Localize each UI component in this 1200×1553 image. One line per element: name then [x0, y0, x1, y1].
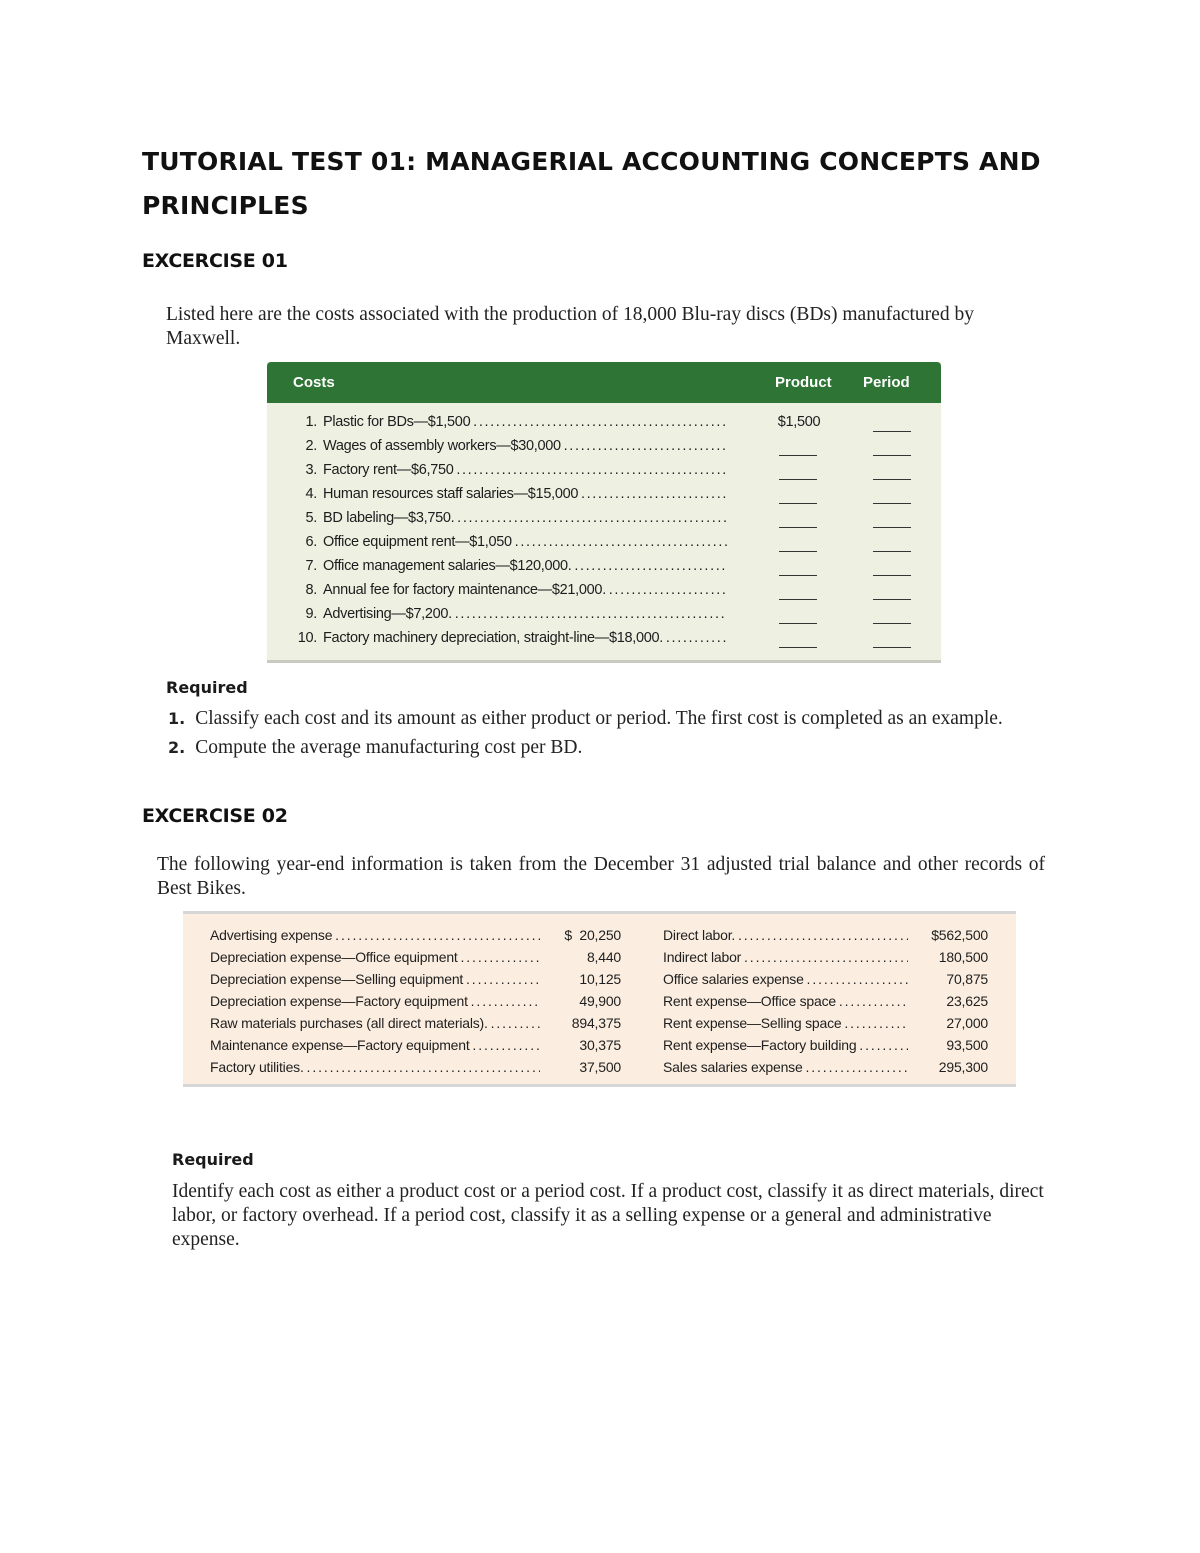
cost-label: Factory rent—$6,750 . . .	[323, 462, 727, 478]
account-label: Depreciation expense—Office equipment . . .	[210, 949, 540, 965]
table-row	[183, 1034, 1016, 1056]
account-amount: $ 20,250	[564, 927, 621, 943]
account-label: Sales salaries expense . . .	[663, 1059, 908, 1075]
row-number: 2.	[305, 438, 317, 454]
period-blank	[873, 599, 911, 600]
account-amount: 23,625	[946, 993, 988, 1009]
account-label: Rent expense—Office space . . .	[663, 993, 908, 1009]
cost-classification-table	[267, 362, 941, 663]
page-title: TUTORIAL TEST 01: MANAGERIAL ACCOUNTING CONCEPTS AND PRINCIPLES	[142, 147, 1041, 220]
account-amount: 49,900	[579, 993, 621, 1009]
required-item-number: 2.	[168, 738, 186, 757]
table-row	[267, 459, 941, 483]
table-row	[267, 603, 941, 627]
table-row	[267, 555, 941, 579]
table-row	[267, 435, 941, 459]
required-item-1	[168, 708, 1003, 730]
row-number: 7.	[305, 558, 317, 574]
exercise-1-heading: EXCERCISE 01	[142, 250, 288, 272]
cost-label: Annual fee for factory maintenance—$21,000. . . .	[323, 582, 727, 598]
table-row	[183, 924, 1016, 946]
account-label: Raw materials purchases (all direct materials). . . .	[210, 1015, 540, 1031]
period-blank	[873, 455, 911, 456]
period-blank	[873, 623, 911, 624]
period-blank	[873, 431, 911, 432]
account-amount: 8,440	[586, 949, 621, 965]
table-row	[183, 1056, 1016, 1078]
period-blank	[873, 575, 911, 576]
account-label: Depreciation expense—Selling equipment . . .	[210, 971, 540, 987]
row-number: 8.	[305, 582, 317, 598]
account-amount: 70,875	[946, 971, 988, 987]
col-product: Product	[775, 374, 832, 391]
table-row	[183, 968, 1016, 990]
table-row	[183, 1012, 1016, 1034]
cost-label: Office equipment rent—$1,050 . . .	[323, 534, 727, 550]
product-blank	[779, 503, 817, 504]
exercise-2-intro: The following year-end information is taken from the December 31 adjusted trial balance and other records of Best Bikes.	[157, 854, 1045, 899]
account-amount: 10,125	[579, 971, 621, 987]
cost-label: Factory machinery depreciation, straight-line—$18,000. . . .	[323, 630, 727, 646]
row-number: 4.	[305, 486, 317, 502]
row-number: 3.	[305, 462, 317, 478]
cost-label: Human resources staff salaries—$15,000 . . .	[323, 486, 727, 502]
table-row	[183, 990, 1016, 1012]
table-row	[267, 507, 941, 531]
table-row	[267, 483, 941, 507]
product-blank	[779, 455, 817, 456]
cost-label: Advertising—$7,200. . . .	[323, 606, 727, 622]
row-number: 9.	[305, 606, 317, 622]
account-label: Rent expense—Selling space . . .	[663, 1015, 908, 1031]
period-blank	[873, 527, 911, 528]
account-label: Advertising expense . . .	[210, 927, 540, 943]
cost-label: Wages of assembly workers—$30,000 . . .	[323, 438, 727, 454]
table-row	[183, 1034, 1016, 1056]
row-number: 5.	[305, 510, 317, 526]
table-row	[183, 924, 1016, 946]
table-row	[267, 531, 941, 555]
cost-label: Office management salaries—$120,000. . . .	[323, 558, 727, 574]
table-header	[267, 362, 941, 403]
period-blank	[873, 479, 911, 480]
table-row	[183, 946, 1016, 968]
account-label: Maintenance expense—Factory equipment . . .	[210, 1037, 540, 1053]
product-blank	[779, 623, 817, 624]
account-label: Direct labor. . . .	[663, 927, 908, 943]
product-blank	[779, 575, 817, 576]
account-amount: 37,500	[579, 1059, 621, 1075]
exercise-2-required-heading: Required	[172, 1150, 254, 1169]
trial-balance-table	[183, 911, 1016, 1087]
account-amount: 93,500	[946, 1037, 988, 1053]
account-amount: 30,375	[579, 1037, 621, 1053]
product-blank	[779, 479, 817, 480]
product-blank	[779, 599, 817, 600]
period-blank	[873, 503, 911, 504]
required-item-text: Classify each cost and its amount as either product or period. The first cost is completed as an example.	[195, 708, 1003, 729]
product-blank	[779, 527, 817, 528]
table-row	[183, 990, 1016, 1012]
table-row	[267, 579, 941, 603]
product-amount: $1,500	[777, 414, 821, 430]
account-label: Depreciation expense—Factory equipment . . .	[210, 993, 540, 1009]
account-amount: 894,375	[571, 1015, 621, 1031]
exercise-1-intro: Listed here are the costs associated with the production of 18,000 Blu-ray discs (BDs) manufactured by Maxwell.	[166, 304, 974, 349]
table-row	[183, 1056, 1016, 1078]
account-amount: $562,500	[931, 927, 988, 943]
row-number: 6.	[305, 534, 317, 550]
period-blank	[873, 647, 911, 648]
account-amount: 295,300	[938, 1059, 988, 1075]
required-item-2	[168, 737, 582, 759]
col-period: Period	[863, 374, 910, 391]
account-label: Factory utilities. . . .	[210, 1059, 540, 1075]
account-label: Office salaries expense . . .	[663, 971, 908, 987]
product-blank	[779, 647, 817, 648]
required-item-number: 1.	[168, 709, 186, 728]
table-row	[267, 411, 941, 435]
account-amount: 180,500	[938, 949, 988, 965]
product-blank	[779, 551, 817, 552]
account-label: Indirect labor . . .	[663, 949, 908, 965]
exercise-2-required-text: Identify each cost as either a product cost or a period cost. If a product cost, classify it as direct materials, direct labor, or factory overhead. If a period cost, classify it as a selling expense or a general and administrative expense.	[172, 1181, 1044, 1250]
table-row	[183, 1012, 1016, 1034]
exercise-1-required-heading: Required	[166, 678, 248, 697]
account-amount: 27,000	[946, 1015, 988, 1031]
account-label: Rent expense—Factory building . . .	[663, 1037, 908, 1053]
table-row	[183, 968, 1016, 990]
period-blank	[873, 551, 911, 552]
row-number: 10.	[297, 630, 317, 646]
required-item-text: Compute the average manufacturing cost per BD.	[195, 737, 583, 758]
cost-label: Plastic for BDs—$1,500 . . .	[323, 414, 727, 430]
table-row	[183, 946, 1016, 968]
table-row	[267, 627, 941, 651]
cost-label: BD labeling—$3,750. . . .	[323, 510, 727, 526]
exercise-2-heading: EXCERCISE 02	[142, 805, 288, 827]
col-costs: Costs	[293, 374, 335, 391]
row-number: 1.	[305, 414, 317, 430]
